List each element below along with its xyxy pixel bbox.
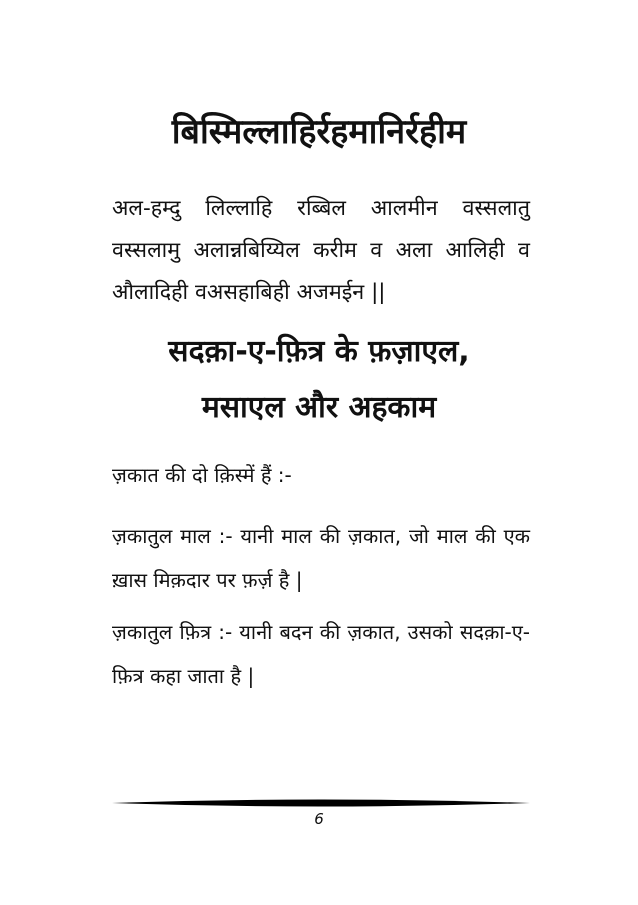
opening-dua-paragraph: अल-हम्दु लिल्लाहि रब्बिल आलमीन वस्सलातु वस्सलामु अलान्नबिय्यिल करीम व अला आलिही व औलादिही वअसहाबिही अजमईन ||	[112, 196, 530, 305]
footer-divider	[112, 797, 530, 809]
section-heading-line-1: सदक़ा-ए-फ़ित्र के फ़ज़ाएल,	[168, 334, 470, 369]
zakat-types-intro: ज़कात की दो क़िस्में हैं :-	[112, 463, 292, 487]
bismillah-heading: बिस्मिल्लाहिर्रहमानिर्रहीम	[171, 112, 467, 152]
zakat-maal-paragraph: ज़कातुल माल :- यानी माल की ज़कात, जो माल की एक ख़ास मिक़दार पर फ़र्ज़ है |	[112, 524, 530, 592]
section-heading-line-2: मसाएल और अहकाम	[201, 390, 437, 425]
page-number: 6	[314, 810, 324, 828]
zakat-fitr-paragraph: ज़कातुल फ़ित्र :- यानी बदन की ज़कात, उसको सदक़ा-ए-फ़ित्र कहा जाता है |	[112, 620, 530, 688]
